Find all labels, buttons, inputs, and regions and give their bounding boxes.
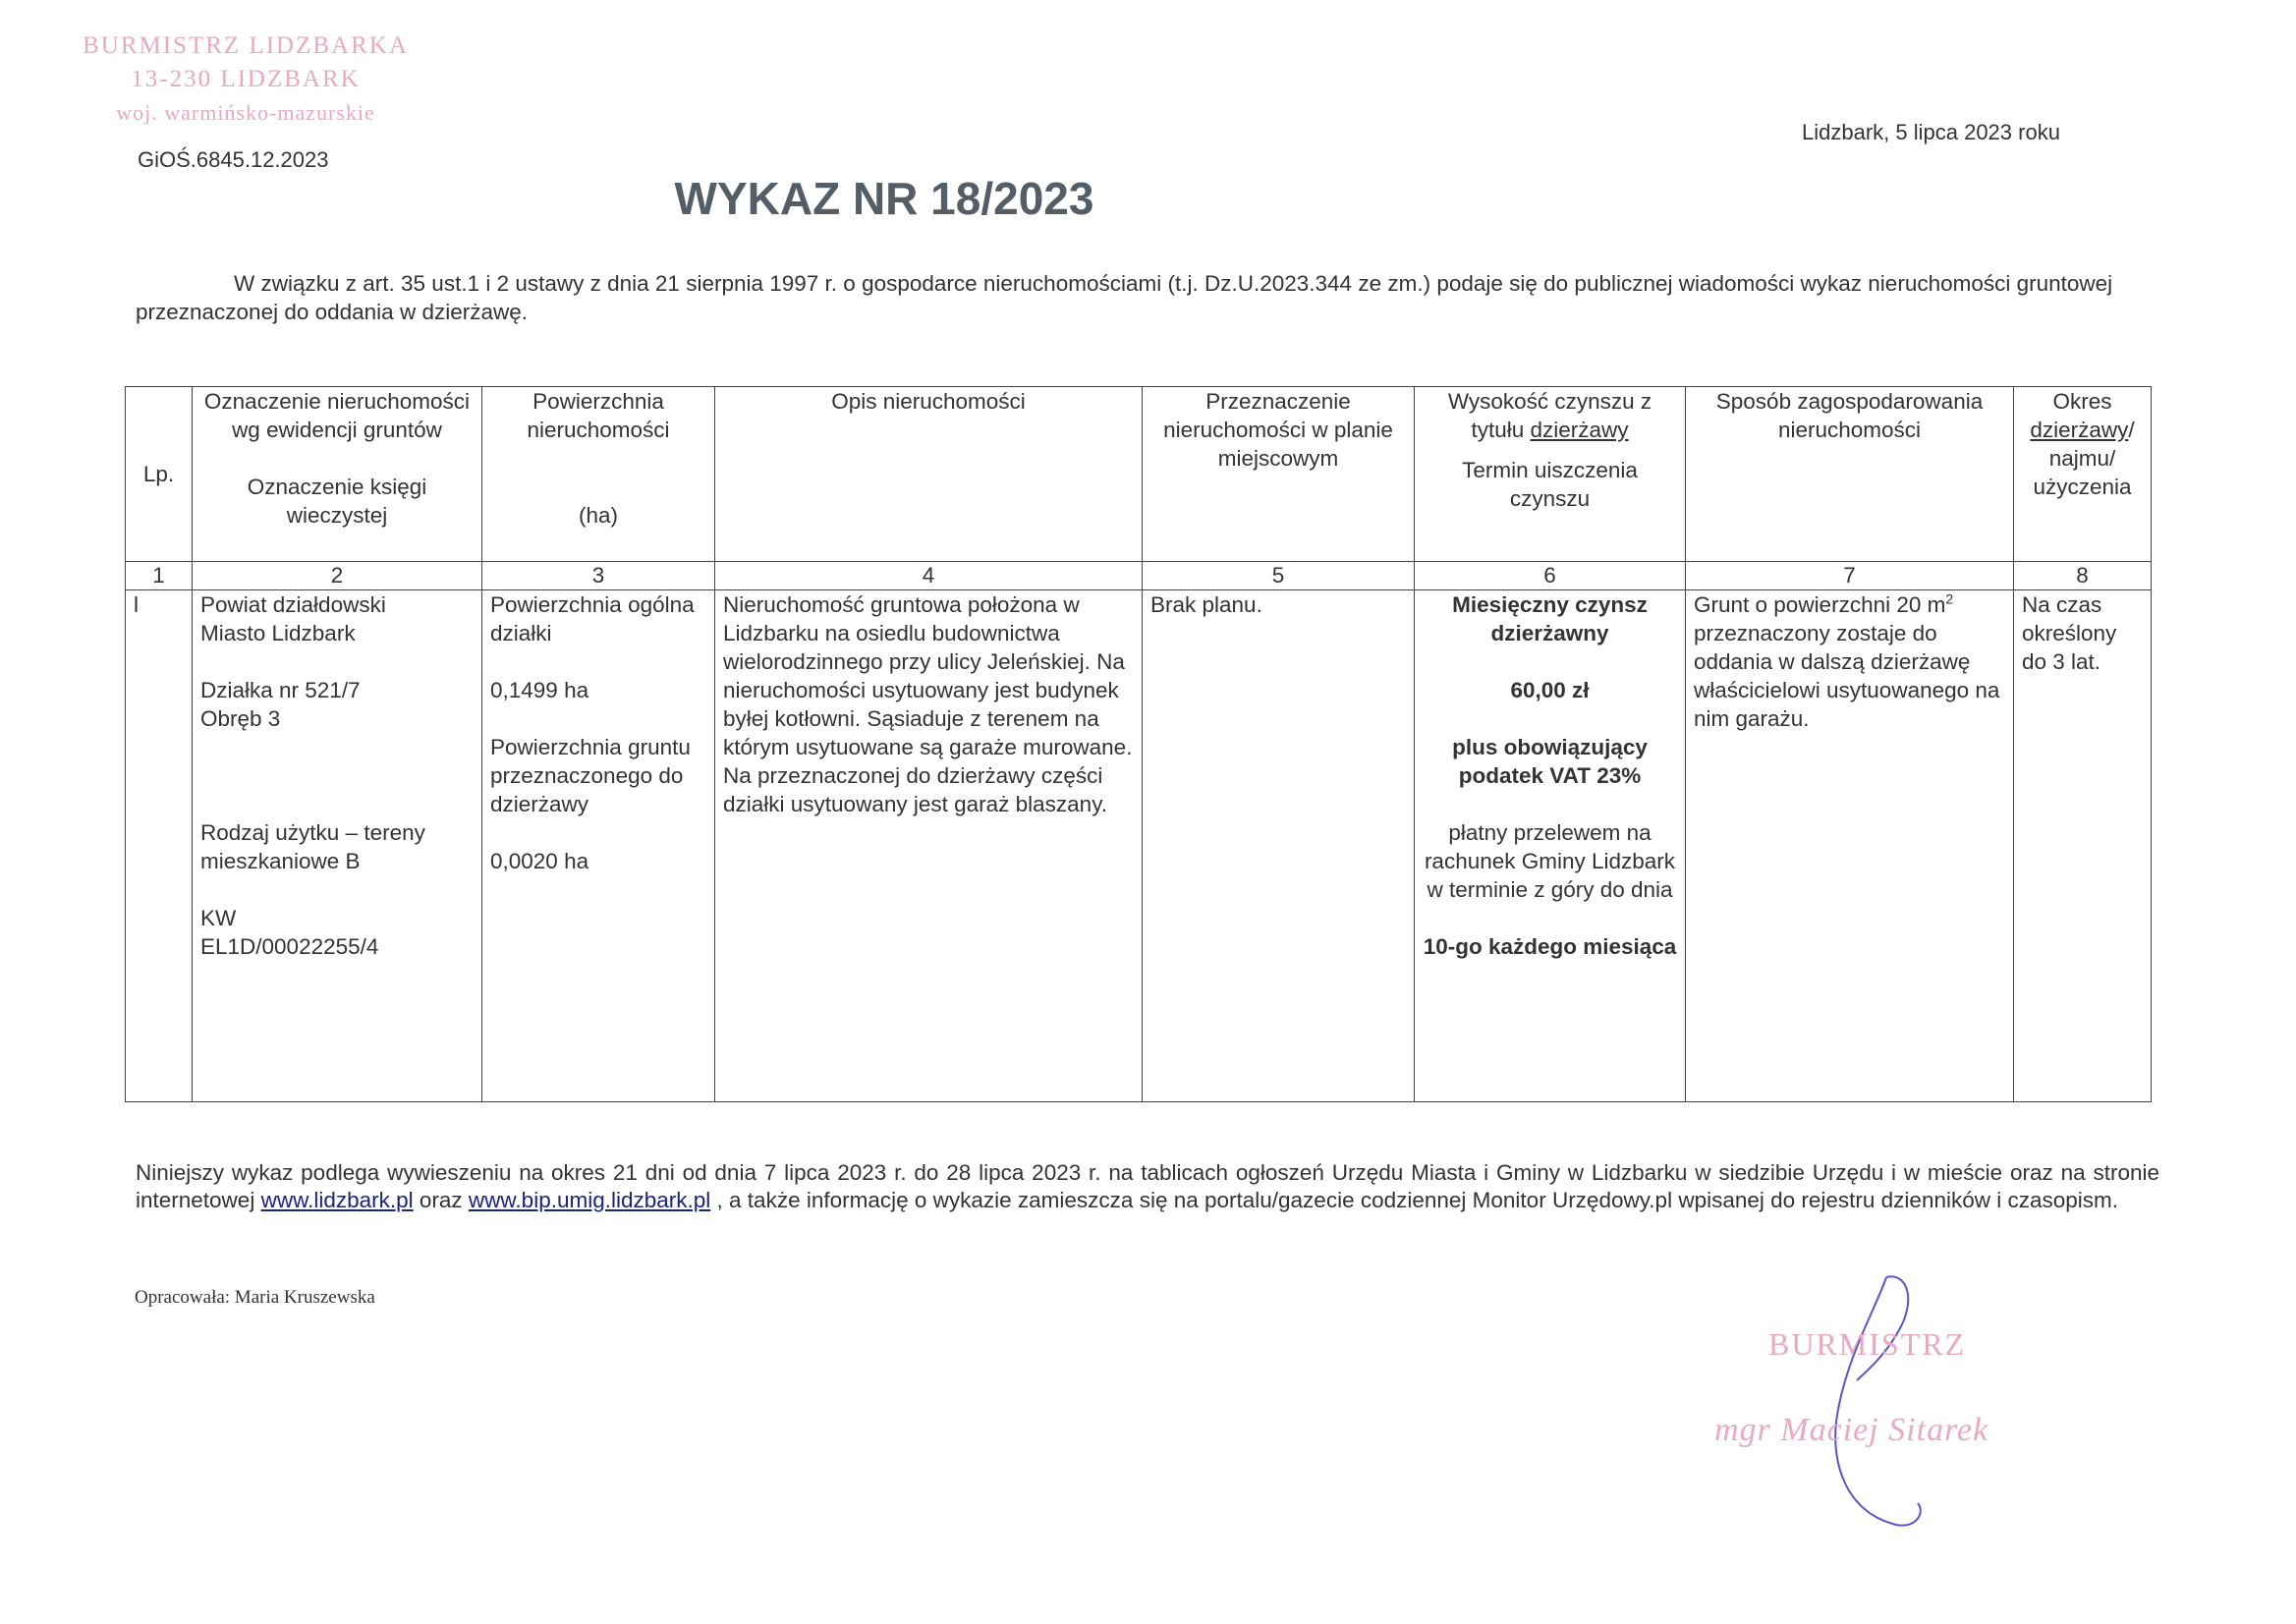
stamp-line-2: 13-230 LIDZBARK xyxy=(131,66,361,92)
cell-line: Miasto Lidzbark xyxy=(200,621,356,645)
column-number: 2 xyxy=(193,562,482,590)
header-oznaczenie-ewidencja: Oznaczenie nieruchomości wg ewidencji gruntów xyxy=(203,389,471,442)
header-czynsz xyxy=(1415,387,1686,562)
cell-sposob: Grunt o powierzchni 20 $m^2$ przeznaczony zostaje do oddania w dalszą dzierżawę właścicielowi usytuowanego na nim garażu. xyxy=(1686,590,2014,1102)
header-lp: Lp. xyxy=(126,387,193,562)
header-powierzchnia-label: Powierzchnia nieruchomości xyxy=(527,389,670,442)
link-bip[interactable]: www.bip.umig.lidzbark.pl xyxy=(468,1188,711,1212)
signature-name: mgr Maciej Sitarek xyxy=(1714,1412,1989,1448)
cell-oznaczenie xyxy=(193,590,482,1102)
cell-powierzchnia xyxy=(482,590,715,1102)
document-title: WYKAZ NR 18/2023 xyxy=(674,173,1094,224)
cell-line: 0,1499 ha xyxy=(490,678,589,702)
cell-line: Powierzchnia ogólna działki xyxy=(490,592,695,645)
column-number: 8 xyxy=(2014,562,2152,590)
header-czynsz-wysokosc: Wysokość czynszu z tytułu dzierżawy xyxy=(1447,389,1652,442)
signature-title: BURMISTRZ xyxy=(1768,1326,1967,1362)
cell-line: Rodzaj użytku – tereny mieszkaniowe B xyxy=(200,820,425,873)
intro-paragraph: W związku z art. 35 ust.1 i 2 ustawy z dnia 21 sierpnia 1997 r. o gospodarce nieruchomościami (t.j. Dz.U.2023.344 ze zm.) podaje się do publicznej wiadomości wykaz nieruchomości gruntowej przeznaczonej do oddania w dzierżawę. xyxy=(136,271,2113,324)
cell-line: KW xyxy=(200,906,237,930)
cell-line: Obręb 3 xyxy=(200,706,281,731)
header-oznaczenie xyxy=(193,387,482,562)
footer-notice: Niniejszy wykaz podlega wywieszeniu na okres 21 dni od dnia 7 lipca 2023 r. do 28 lipca 2023 r. na tablicach ogłoszeń Urzędu Miasta i Gminy w Lidzbarku w siedzibie Urzędu i w mieście oraz na stronie internetowej www.lidzbark.pl oraz www.bip.umig.lidzbark.pl , a także informację o wykazie zamieszcza się na portalu/gazecie codziennej Monitor Urzędowy.pl wpisanej do rejestru dzienników i czasopism. xyxy=(136,1160,2159,1212)
cell-line: plus obowiązujący podatek VAT 23% xyxy=(1452,735,1648,788)
table-header-row xyxy=(126,387,2152,562)
stamp-line-3: woj. warmińsko-mazurskie xyxy=(116,100,375,125)
header-oznaczenie-ksiega: Oznaczenie księgi wieczystej xyxy=(247,475,427,528)
column-number: 1 xyxy=(126,562,193,590)
column-number: 6 xyxy=(1415,562,1686,590)
cell-line: Powierzchnia gruntu przeznaczonego do dzierżawy xyxy=(490,735,691,816)
cell-paragraph: Na przeznaczonej do dzierżawy części działki usytuowany jest garaż blaszany. xyxy=(723,763,1108,816)
link-lidzbark[interactable]: www.lidzbark.pl xyxy=(260,1188,414,1212)
cell-paragraph: Nieruchomość gruntowa położona w Lidzbarku na osiedlu budownictwa wielorodzinnego przy ulicy Jeleńskiej. Na nieruchomości usytuowany jest budynek byłej kotłowni. Sąsiaduje z terenem na którym usytuowane są garaże murowane. xyxy=(723,592,1133,759)
reference-number: GiOŚ.6845.12.2023 xyxy=(138,147,329,172)
cell-line: EL1D/00022255/4 xyxy=(200,934,379,959)
column-number: 5 xyxy=(1143,562,1415,590)
office-stamp xyxy=(59,29,432,130)
header-powierzchnia-unit: (ha) xyxy=(578,503,618,528)
table-row xyxy=(126,590,2152,1102)
cell-line: Powiat działdowski xyxy=(200,592,386,617)
cell-czynsz xyxy=(1415,590,1686,1102)
cell-lp: l xyxy=(126,590,193,1102)
column-number: 7 xyxy=(1686,562,2014,590)
cell-line: 10-go każdego miesiąca xyxy=(1423,934,1677,959)
column-number: 3 xyxy=(482,562,715,590)
header-powierzchnia xyxy=(482,387,715,562)
cell-line: Działka nr 521/7 xyxy=(200,678,361,702)
header-czynsz-termin: Termin uiszczenia czynszu xyxy=(1462,458,1638,511)
cell-przeznaczenie: Brak planu. xyxy=(1143,590,1415,1102)
header-opis: Opis nieruchomości xyxy=(715,387,1143,562)
cell-line: 60,00 zł xyxy=(1510,678,1590,702)
column-number: 4 xyxy=(715,562,1143,590)
cell-opis xyxy=(715,590,1143,1102)
cell-okres: Na czas określony do 3 lat. xyxy=(2014,590,2152,1102)
cell-line: 0,0020 ha xyxy=(490,849,589,873)
header-okres: Okres dzierżawy/ najmu/ użyczenia xyxy=(2014,387,2152,562)
header-sposob: Sposób zagospodarowania nieruchomości xyxy=(1686,387,2014,562)
column-number-row xyxy=(126,562,2152,590)
header-przeznaczenie: Przeznaczenie nieruchomości w planie miejscowym xyxy=(1143,387,1415,562)
cell-line: Miesięczny czynsz dzierżawny xyxy=(1452,592,1648,645)
prepared-by: Opracowała: Maria Kruszewska xyxy=(135,1287,375,1308)
cell-line: płatny przelewem na rachunek Gminy Lidzbark w terminie z góry do dnia xyxy=(1424,820,1676,902)
stamp-line-1: BURMISTRZ LIDZBARKA xyxy=(83,32,409,59)
document-date: Lidzbark, 5 lipca 2023 roku xyxy=(1802,120,2060,144)
property-table xyxy=(125,386,2152,1102)
